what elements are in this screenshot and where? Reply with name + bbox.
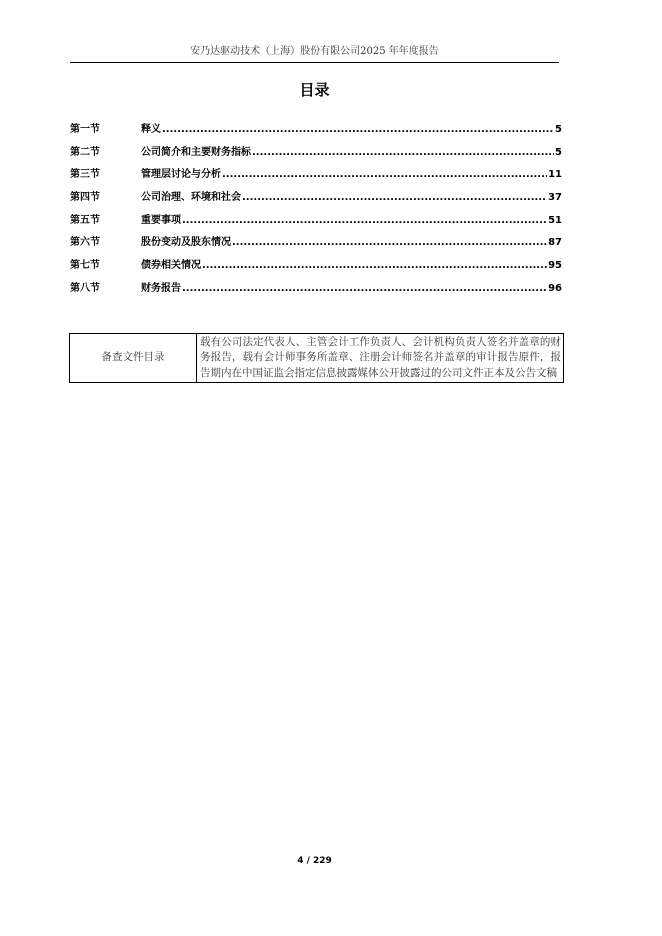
toc-section-number: 第六节: [70, 237, 100, 249]
page-header: 安乃达驱动技术（上海）股份有限公司2025 年年度报告: [190, 46, 439, 57]
toc-section-number: 第七节: [70, 260, 100, 272]
reference-documents-label: 备查文件目录: [70, 334, 197, 383]
toc-page-number: 5: [555, 124, 562, 135]
table-row: [70, 334, 564, 383]
toc-section-title: 债券相关情况: [141, 260, 201, 272]
toc-section-title: 管理层讨论与分析: [141, 169, 221, 181]
toc-section-title: 公司治理、环境和社会: [141, 192, 241, 204]
toc-item[interactable]: [70, 211, 562, 234]
toc-page-number: 37: [548, 192, 562, 204]
toc-item[interactable]: [70, 279, 562, 302]
toc-leader-dots: [182, 215, 547, 226]
toc-section-title: 释义: [141, 124, 161, 135]
toc-section-title: 公司简介和主要财务指标: [141, 146, 251, 158]
header-divider: [70, 62, 559, 63]
table-of-contents: [70, 120, 562, 302]
toc-section-number: 第二节: [70, 146, 100, 158]
toc-item[interactable]: [70, 143, 562, 166]
toc-item[interactable]: [70, 188, 562, 211]
toc-section-number: 第四节: [70, 192, 100, 204]
toc-leader-dots: [252, 147, 554, 158]
toc-leader-dots: [182, 283, 547, 294]
toc-leader-dots: [222, 169, 547, 180]
toc-leader-dots: [162, 124, 554, 135]
toc-item[interactable]: [70, 256, 562, 279]
page-number: 4 / 229: [297, 856, 332, 866]
toc-section-title: 重要事项: [141, 214, 181, 226]
toc-section-number: 第三节: [70, 169, 100, 181]
toc-page-number: 5: [555, 146, 562, 158]
toc-leader-dots: [202, 260, 547, 271]
toc-title: 目录: [299, 81, 330, 99]
toc-leader-dots: [242, 192, 547, 203]
toc-item[interactable]: [70, 233, 562, 256]
toc-page-number: 95: [548, 260, 562, 272]
reference-documents-table: [69, 333, 564, 383]
toc-page-number: 51: [548, 214, 562, 226]
toc-section-number: 第五节: [70, 214, 100, 226]
toc-section-number: 第一节: [70, 124, 100, 135]
toc-leader-dots: [232, 237, 547, 248]
toc-item[interactable]: [70, 120, 562, 143]
toc-section-title: 股份变动及股东情况: [141, 237, 231, 249]
reference-documents-content: 载有公司法定代表人、主管会计工作负责人、会计机构负责人签名并盖章的财务报告，载有会计师事务所盖章、注册会计师签名并盖章的审计报告原件，报告期内在中国证监会指定信息披露媒体公开披露过的公司文件正本及公告文稿: [197, 334, 564, 383]
toc-page-number: 11: [548, 169, 562, 181]
toc-section-title: 财务报告: [141, 282, 181, 294]
toc-page-number: 87: [548, 237, 562, 249]
toc-page-number: 96: [548, 282, 562, 294]
toc-section-number: 第八节: [70, 282, 100, 294]
toc-item[interactable]: [70, 165, 562, 188]
